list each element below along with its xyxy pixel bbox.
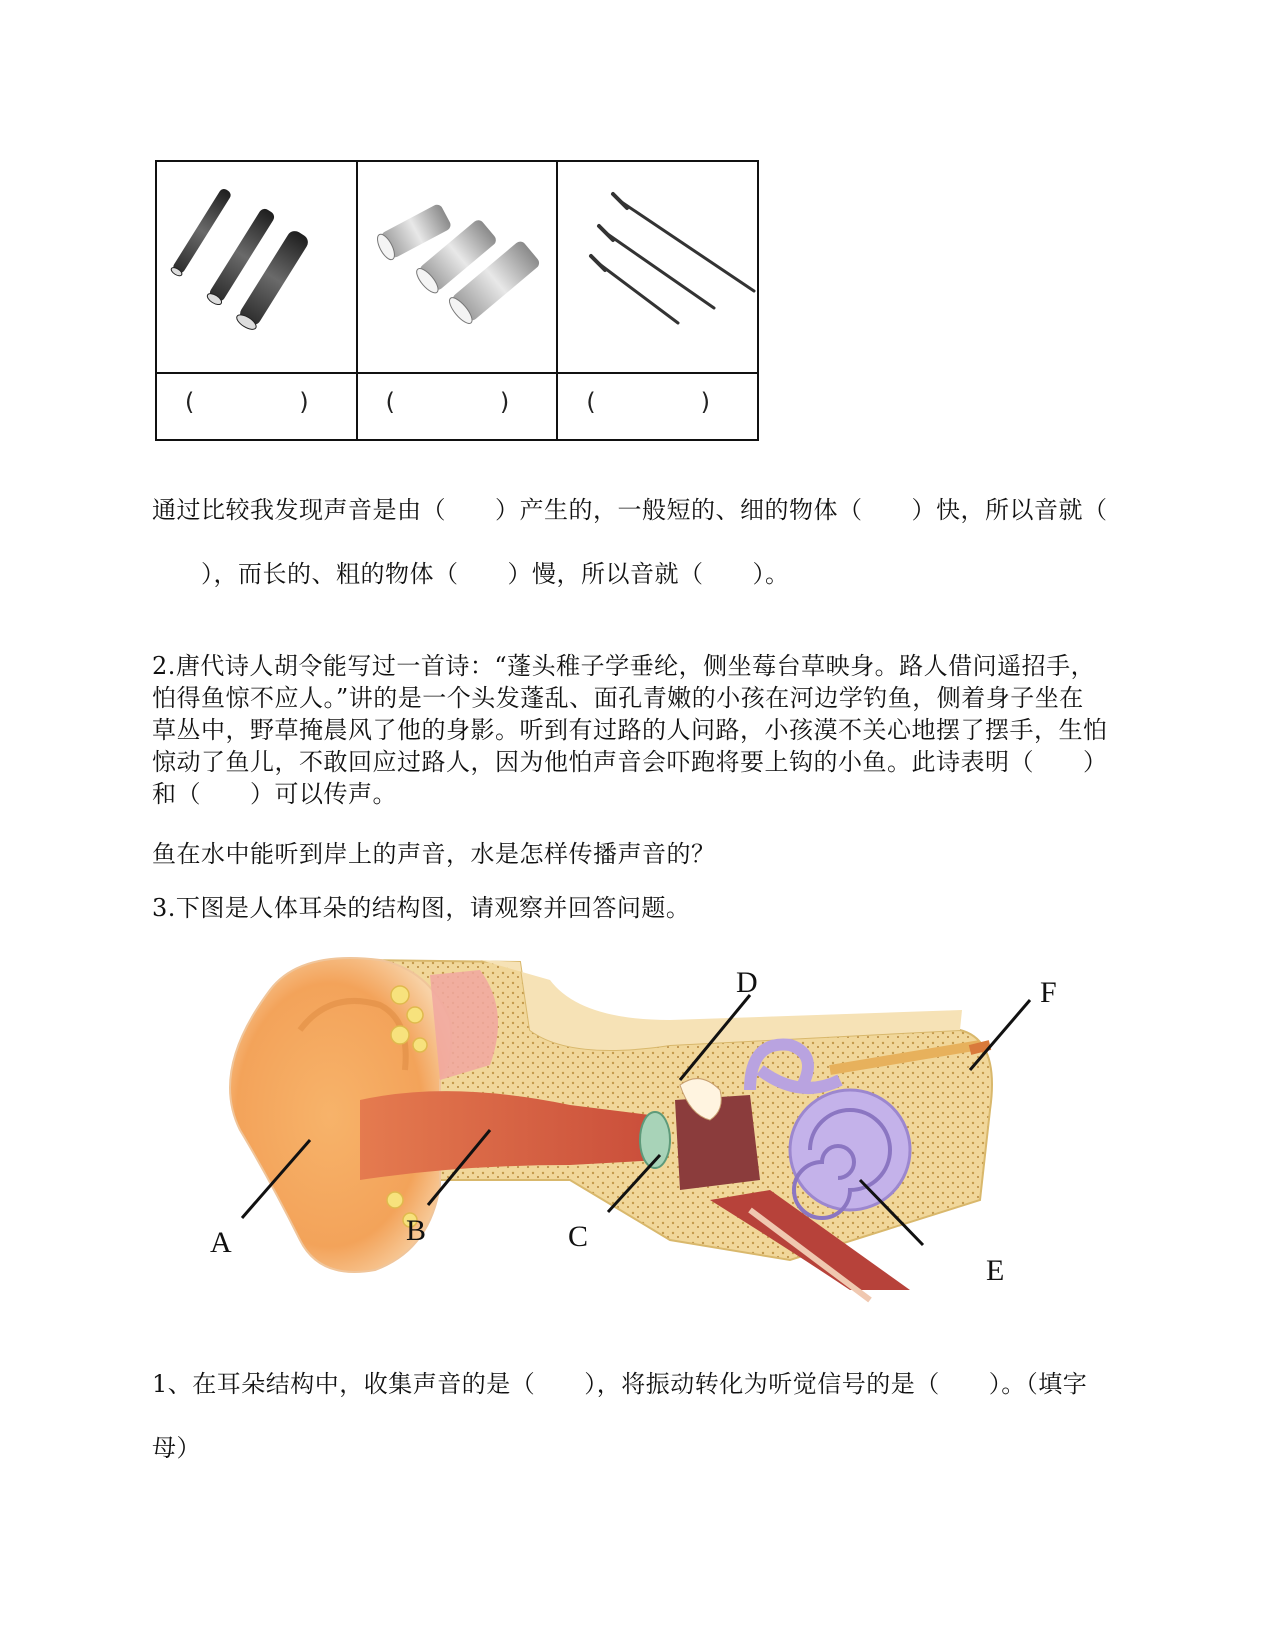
thin-metal-tubes-cell xyxy=(156,161,357,373)
nails-image xyxy=(558,163,778,371)
nails-cell xyxy=(557,161,758,373)
answer-blank: ( ) xyxy=(382,388,515,416)
paper-tubes-cell xyxy=(357,161,558,373)
q3-title: 3.下图是人体耳朵的结构图，请观察并回答问题。 xyxy=(152,894,691,922)
q2-line-1: 2.唐代诗人胡令能写过一首诗：“蓬头稚子学垂纶，侧坐莓台草映身。路人借问遥招手， xyxy=(152,652,1096,680)
q1-line-1: 通过比较我发现声音是由（ ）产生的，一般短的、细的物体（ ）快，所以音就（ xyxy=(152,496,1108,524)
q2-line-3: 草丛中，野草掩晨风了他的身影。听到有过路的人问路，小孩漠不关心地摆了摆手，生怕 xyxy=(152,716,1108,744)
q3-sub1-line-2: 母） xyxy=(152,1434,201,1462)
q2-followup: 鱼在水中能听到岸上的声音，水是怎样传播声音的？ xyxy=(152,840,716,868)
ear-structure-diagram xyxy=(150,950,1120,1310)
answer-blank: ( ) xyxy=(583,388,715,416)
label-d: D xyxy=(736,966,758,999)
answer-blank: ( ) xyxy=(182,388,314,416)
q2-line-2: 怕得鱼惊不应人。”讲的是一个头发蓬乱、面孔青嫩的小孩在河边学钓鱼，侧着身子坐在 xyxy=(152,684,1084,712)
q2-line-4: 惊动了鱼儿，不敢回应过路人，因为他怕声音会吓跑将要上钩的小鱼。此诗表明（ ） xyxy=(152,748,1108,776)
label-f: F xyxy=(1040,976,1057,1009)
answer-cell-3 xyxy=(557,373,758,440)
label-b: B xyxy=(406,1214,427,1247)
paper-tubes-image xyxy=(358,163,548,371)
q2-line-5: 和（ ）可以传声。 xyxy=(152,780,397,808)
comparison-table xyxy=(155,160,759,439)
q3-sub1-line-1: 1、在耳朵结构中，收集声音的是（ ），将振动转化为听觉信号的是（ ）。（填字 xyxy=(152,1370,1088,1398)
ear-diagram-svg xyxy=(150,950,1120,1310)
answer-cell-2 xyxy=(357,373,558,440)
label-e: E xyxy=(986,1254,1005,1287)
label-a: A xyxy=(210,1226,232,1259)
label-c: C xyxy=(568,1220,589,1253)
answer-cell-1 xyxy=(156,373,357,440)
q1-line-2: ），而长的、粗的物体（ ）慢，所以音就（ ）。 xyxy=(152,560,790,588)
metal-tubes-image xyxy=(157,163,327,371)
